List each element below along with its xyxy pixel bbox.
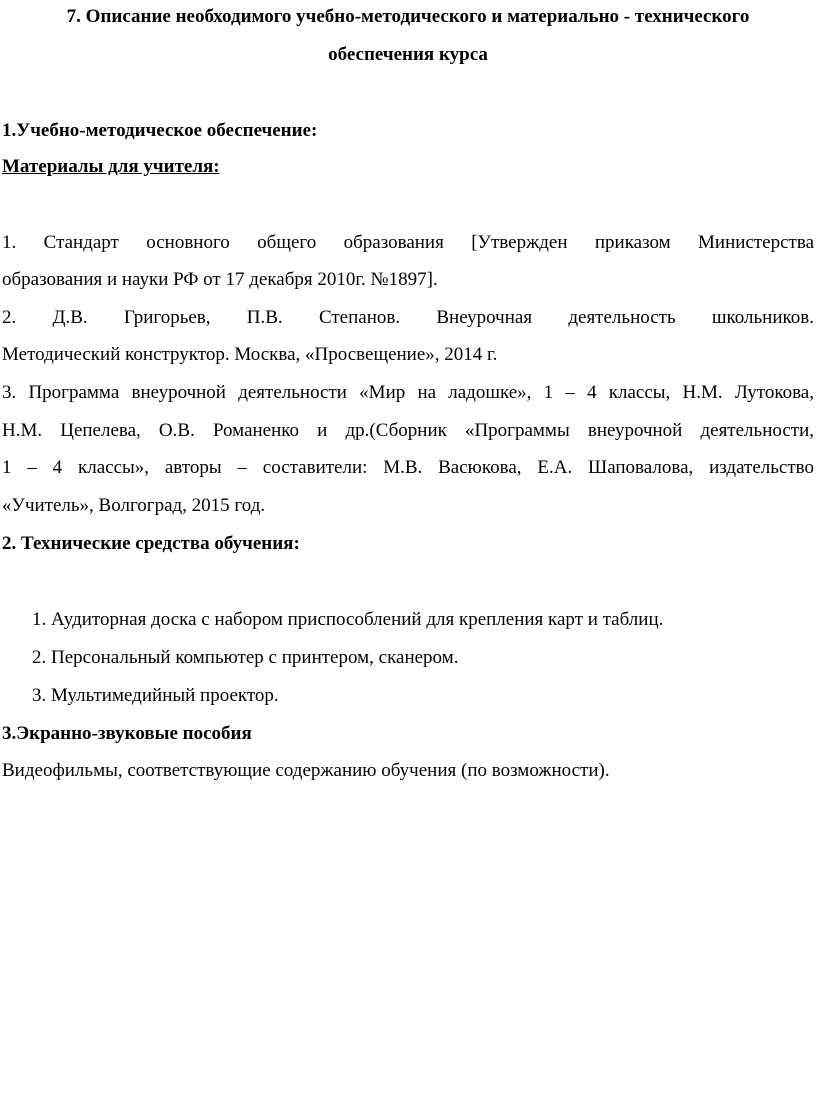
section-3-heading: 3.Экранно-звуковые пособия <box>2 723 252 744</box>
section-1-item-2-line-2: Методический конструктор. Москва, «Просвещение», 2014 г. <box>2 344 498 365</box>
section-1-heading: 1.Учебно-методическое обеспечение: <box>2 120 318 141</box>
section-1-item-3-line-4: «Учитель», Волгоград, 2015 год. <box>2 495 266 516</box>
document-title-line-1: 7. Описание необходимого учебно-методического и материально - технического <box>66 6 750 27</box>
section-1-item-3-line-1: 3. Программа внеурочной деятельности «Мир на ладошке», 1 – 4 классы, Н.М. Лутокова, <box>2 382 814 403</box>
section-1-item-3-line-3: 1 – 4 классы», авторы – составители: М.В. Васюкова, Е.А. Шаповалова, издательство <box>2 457 814 478</box>
section-1-item-1-line-1: 1. Стандарт основного общего образования [Утвержден приказом Министерства <box>2 232 814 253</box>
section-2-item-3: 3. Мультимедийный проектор. <box>32 685 279 706</box>
section-1-subheading: Материалы для учителя: <box>2 156 220 177</box>
section-1-item-2-line-1: 2. Д.В. Григорьев, П.В. Степанов. Внеурочная деятельность школьников. <box>2 307 814 328</box>
section-1-item-1-line-2: образования и науки РФ от 17 декабря 2010г. №1897]. <box>2 269 438 290</box>
section-2-item-1: 1. Аудиторная доска с набором приспособлений для крепления карт и таблиц. <box>32 609 664 630</box>
section-2-item-2: 2. Персональный компьютер с принтером, сканером. <box>32 647 459 668</box>
section-2-heading: 2. Технические средства обучения: <box>2 533 300 554</box>
section-1-item-3-line-2: Н.М. Цепелева, О.В. Романенко и др.(Сборник «Программы внеурочной деятельности, <box>2 420 814 441</box>
document-title-line-2: обеспечения курса <box>328 44 488 65</box>
section-3-text: Видеофильмы, соответствующие содержанию обучения (по возможности). <box>2 760 610 781</box>
